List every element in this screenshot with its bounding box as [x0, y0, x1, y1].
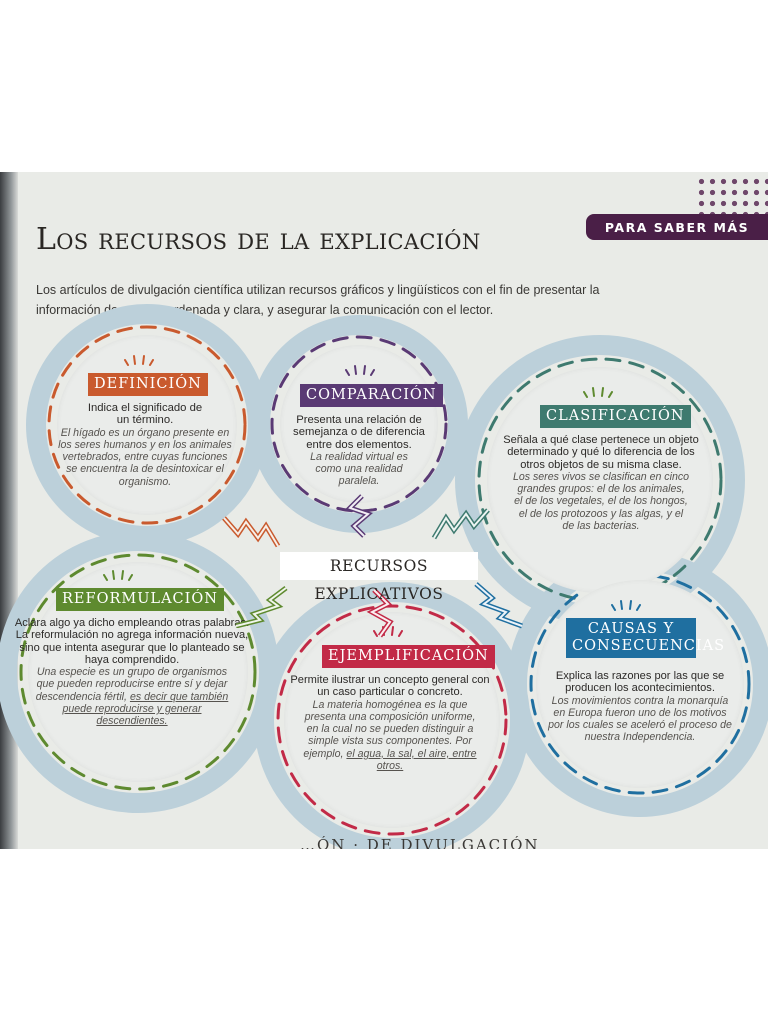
- example-comparacion: La realidad virtual es como una realidad paralela.: [310, 450, 408, 488]
- example-reformulacion-text: Una especie es un grupo de organismos que pueden reproducirse entre sí y dejar descendencia fértil,: [35, 666, 228, 703]
- label-causas: CAUSAS Y CONSECUENCIAS: [566, 618, 696, 658]
- page-title: Los recursos de la explicación: [36, 222, 481, 257]
- example-definicion: El hígado es un órgano presente en los seres humanos y en los animales vertebrados, entre cuyas funciones se encuentra la de desintoxicar el organismo.: [58, 426, 232, 488]
- example-causas: Los movimientos contra la monarquía en Europa fueron uno de los motivos por los cuales se aceleró el proceso de nuestra Independencia.: [548, 694, 732, 744]
- example-reformulacion: [29, 666, 235, 727]
- definition-ejemplificacion: Permite ilustrar un concepto general con un caso particular o concreto.: [290, 674, 490, 699]
- textbook-page: [0, 172, 768, 849]
- definition-definicion: Indica el significado de un término.: [87, 402, 203, 427]
- content-causas: [540, 670, 740, 744]
- para-saber-mas-tag: PARA SABER MÁS: [586, 214, 768, 240]
- content-comparacion: [284, 414, 434, 488]
- sparkle-icon-comparacion: [345, 363, 375, 377]
- content-definicion: [56, 402, 234, 488]
- example-clasificacion: Los seres vivos se clasifican en cinco grandes grupos: el de los animales, el de los vegetales, el de los hongos, el de los protozoos y las algas, y el de las bacterias.: [512, 470, 690, 533]
- label-ejemplificacion: EJEMPLIFICACIÓN: [322, 645, 495, 668]
- content-clasificacion: [496, 434, 706, 532]
- sparkle-icon-clasificacion: [583, 385, 613, 399]
- central-title: RECURSOS EXPLICATIVOS: [280, 552, 478, 580]
- label-comparacion: COMPARACIÓN: [300, 384, 443, 407]
- label-clasificacion: CLASIFICACIÓN: [540, 405, 691, 428]
- label-definicion: DEFINICIÓN: [88, 373, 208, 396]
- sparkle-icon-definicion: [124, 353, 154, 367]
- content-ejemplificacion: [288, 674, 492, 772]
- definition-reformulacion: Aclara algo ya dicho empleando otras palabras. La reformulación no agrega información nueva, sino que intenta asegurar que lo planteado se haya comprendido.: [14, 617, 250, 666]
- zigzag-arrow-icon-clasificacion: [428, 504, 492, 544]
- sparkle-icon-causas: [611, 598, 641, 612]
- zigzag-arrow-icon-causas: [472, 580, 528, 630]
- next-section-heading-partial: …ÓN · DE DIVULGACIÓN: [300, 836, 540, 849]
- zigzag-arrow-icon-definicion: [220, 512, 284, 552]
- definition-comparacion: Presenta una relación de semejanza o de diferencia entre dos elementos.: [293, 414, 425, 451]
- definition-causas: Explica las razones por las que se producen los acontecimientos.: [555, 670, 725, 695]
- zigzag-arrow-icon-reformulacion: [230, 584, 290, 628]
- sparkle-icon-reformulacion: [103, 568, 133, 582]
- intro-paragraph: Los artículos de divulgación científica utilizan recursos gráficos y lingüísticos con el fin de presentar la información de manera ordenada y clara, y asegurar la comunicación con el lector.: [36, 283, 600, 317]
- example-ejemplificacion-underlined: el agua, la sal, el aire, entre otros.: [346, 747, 477, 773]
- example-ejemplificacion: [303, 699, 477, 773]
- label-reformulacion: REFORMULACIÓN: [56, 588, 224, 611]
- example-reformulacion-underlined: es decir que también puede reproducirse y generar descendientes.: [62, 690, 229, 728]
- content-reformulacion: [12, 617, 252, 728]
- definition-clasificacion: Señala a qué clase pertenece un objeto determinado y qué lo diferencia de los otros objetos de su misma clase.: [503, 434, 699, 471]
- zigzag-arrow-icon-comparacion: [342, 492, 382, 540]
- example-ejemplificacion-text: La materia homogénea es la que presenta una composición uniforme, en la cual no se pueden distinguir a simple vista sus componentes. Por ejemplo,: [303, 698, 476, 760]
